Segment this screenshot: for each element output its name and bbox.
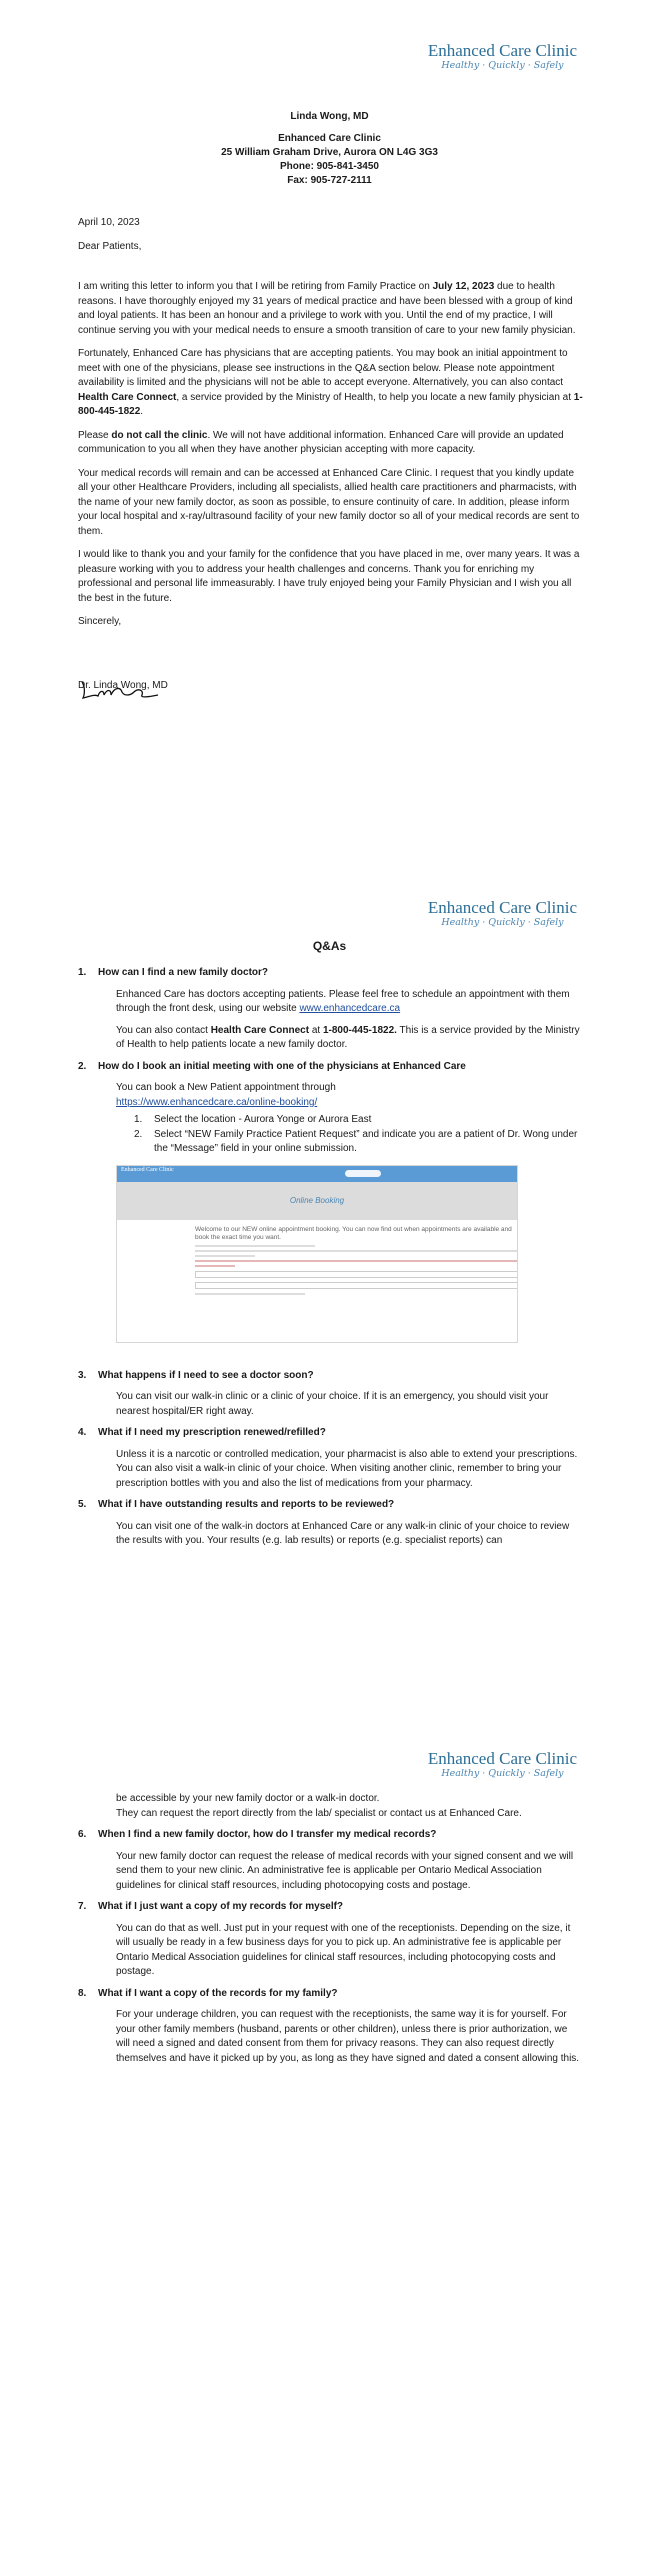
screenshot-brand: Enhanced Care Clinic	[121, 1166, 174, 1173]
qa-list-continued	[78, 1792, 583, 2073]
answer-2: You can book a New Patient appointment through https://www.enhancedcare.ca/online-booking/	[116, 1082, 336, 1108]
paragraph-thanks: I would like to thank you and your family for the confidence that you have placed in me, over many years. It was a pleasure working with you to address your health challenges and concerns. Thank you for enriching my professional and personal life immeasurably. I have truly enjoyed being your Family Physician and I wish you all the best in the future.	[78, 549, 580, 604]
screenshot-navbar	[117, 1166, 517, 1182]
sender-name: Linda Wong, MD	[290, 111, 369, 122]
clinic-address: 25 William Graham Drive, Aurora ON L4G 3G3	[221, 147, 438, 158]
answer-7: You can do that as well. Just put in your request with one of the receptionists. Depending on the size, it will usually be ready in a few business days for you to pick up. An administrative fee is applicable per Ontario Medical Association guidelines for clinical staff resources, including photocopying costs and postage.	[116, 1922, 571, 1977]
answer-5-part3: They can request the report directly from the lab/ specialist or contact us at Enhanced Care.	[116, 1807, 522, 1819]
paragraph-retirement: I am writing this letter to inform you that I will be retiring from Family Practice on July 12, 2023 due to health reasons. I have thoroughly enjoyed my 31 years of medical practice and have been blessed with a group of kind and loyal patients. It has been an honour and a privilege to work with you. Until the end of my practice, I will continue serving you with your medical needs to ensure a smooth transition of care to your new family physician.	[78, 281, 576, 336]
letter-signoff: Dr. Linda Wong, MD	[78, 679, 168, 691]
screenshot-content	[117, 1220, 517, 1295]
logo-name: Enhanced Care Clinic	[427, 1749, 577, 1768]
paragraph-records: Your medical records will remain and can be accessed at Enhanced Care Clinic. I request that you kindly update all your other Healthcare Providers, including all specialists, allied health care practitioners and pharmacists, with the name of your new family doctor, as soon as possible, to ensure continuity of care. In addition, please inform your local hospital and x-ray/ultrasound facility of your new family doctor so all of your medical records are sent to them.	[78, 467, 580, 537]
screenshot-hero	[117, 1182, 517, 1220]
question-5: 5. What if I have outstanding results and reports to be reviewed?	[78, 1499, 395, 1510]
answer-8: For your underage children, you can request with the receptionists, the same way it is for yourself. For your other family members (husband, parents or other children), unless there is prior authorization, we will need a signed and dated consent from them for privacy reasons. They can also request directly themselves and have it picked up by you, as long as they have signed and dated a consent allowing this.	[116, 2009, 580, 2064]
letter-body	[78, 216, 583, 702]
clinic-logo	[428, 42, 577, 71]
clinic-fax: Fax: 905-727-2111	[287, 175, 372, 186]
answer-1b: You can also contact Health Care Connect at 1-800-445-1822. This is a service provided by the Ministry of Health to help patients locate a new family doctor.	[116, 1024, 580, 1050]
answer-3: You can visit our walk-in clinic or a clinic of your choice. If it is an emergency, you should visit your nearest hospital/ER right away.	[116, 1391, 549, 1417]
logo-name: Enhanced Care Clinic	[427, 41, 577, 60]
qa-page-2	[0, 1750, 659, 2560]
question-3: 3. What happens if I need to see a doctor soon?	[78, 1369, 314, 1381]
logo-tagline: Healthy · Quickly · Safely	[441, 1768, 564, 1779]
letter-header	[0, 110, 659, 188]
paragraph-do-not-call: Please do not call the clinic. We will not have additional information. Enhanced Care will provide an updated communication to you all when they have another physician accepting with more capacity.	[78, 429, 564, 455]
logo-name: Enhanced Care Clinic	[427, 898, 577, 917]
question-4: 4. What if I need my prescription renewed/refilled?	[78, 1427, 326, 1438]
question-6: 6. When I find a new family doctor, how do I transfer my medical records?	[78, 1829, 437, 1840]
booking-step-1: 1. Select the location - Aurora Yonge or Aurora East	[134, 1114, 372, 1125]
qa-list	[78, 966, 583, 1556]
logo-tagline: Healthy · Quickly · Safely	[441, 917, 564, 928]
answer-5-part1: You can visit one of the walk-in doctors at Enhanced Care or any walk-in clinic of your choice to review the results with you. Your results (e.g. lab results) or reports (e.g. specialist reports) can	[116, 1520, 570, 1546]
screenshot-welcome: Welcome to our NEW online appointment booking. You can now find out when appointments are available and book the exact time you want.	[195, 1225, 512, 1241]
question-7: 7. What if I just want a copy of my records for myself?	[78, 1901, 344, 1912]
answer-6: Your new family doctor can request the release of medical records with your signed consent and we will send them to your new clinic. An administrative fee is applicable per Ontario Medical Association guidelines for clinical staff resources, including photocopying costs and postage.	[116, 1850, 574, 1891]
clinic-name: Enhanced Care Clinic	[278, 133, 381, 144]
booking-steps	[116, 1113, 583, 1157]
letter-date: April 10, 2023	[78, 217, 140, 228]
logo-tagline: Healthy · Quickly · Safely	[441, 60, 564, 71]
booking-step-2: 2. Select “NEW Family Practice Patient Request” and indicate you are a patient of Dr. Wong under the “Message” field in your online submission.	[134, 1128, 578, 1154]
letter-closing: Sincerely,	[78, 616, 122, 627]
letter-greeting: Dear Patients,	[78, 240, 142, 252]
answer-1a: Enhanced Care has doctors accepting patients. Please feel free to schedule an appointment with them through the front desk, using our website www.enhancedcare.ca	[116, 988, 570, 1014]
answer-4: Unless it is a narcotic or controlled medication, your pharmacist is also able to extend your prescriptions. You can also visit a walk-in clinic of your choice. When visiting another clinic, remember to bring your prescription bottles with you and also the list of medications from your pharmacy.	[116, 1448, 578, 1489]
qa-title: Q&As	[312, 939, 347, 953]
signature-image	[78, 678, 162, 704]
answer-5-part2: be accessible by your new family doctor or a walk-in doctor.	[116, 1793, 380, 1804]
question-8: 8. What if I want a copy of the records for my family?	[78, 1987, 338, 1999]
online-booking-screenshot	[116, 1165, 518, 1343]
clinic-logo	[428, 1750, 577, 1779]
qa-page-1	[0, 880, 659, 1750]
letter-page	[0, 0, 659, 880]
website-link[interactable]: www.enhancedcare.ca	[299, 1003, 401, 1014]
clinic-logo	[428, 899, 577, 928]
paragraph-new-physician: Fortunately, Enhanced Care has physicians that are accepting patients. You may book an initial appointment to meet with one of the physicians, please see instructions in the Q&A section below. Please note appointment availability is limited and the physicians will not be able to accept everyone. Alternatively, you can also contact Health Care Connect, a service provided by the Ministry of Health, to help you locate a new family physician at 1-800-445-1822.	[78, 348, 583, 417]
screenshot-hero-title: Online Booking	[289, 1195, 345, 1205]
clinic-phone: Phone: 905-841-3450	[280, 161, 379, 172]
question-1: 1. How can I find a new family doctor?	[78, 967, 269, 978]
online-booking-link[interactable]: https://www.enhancedcare.ca/online-booking/	[116, 1096, 318, 1108]
question-2: 2. How do I book an initial meeting with one of the physicians at Enhanced Care	[78, 1060, 466, 1072]
